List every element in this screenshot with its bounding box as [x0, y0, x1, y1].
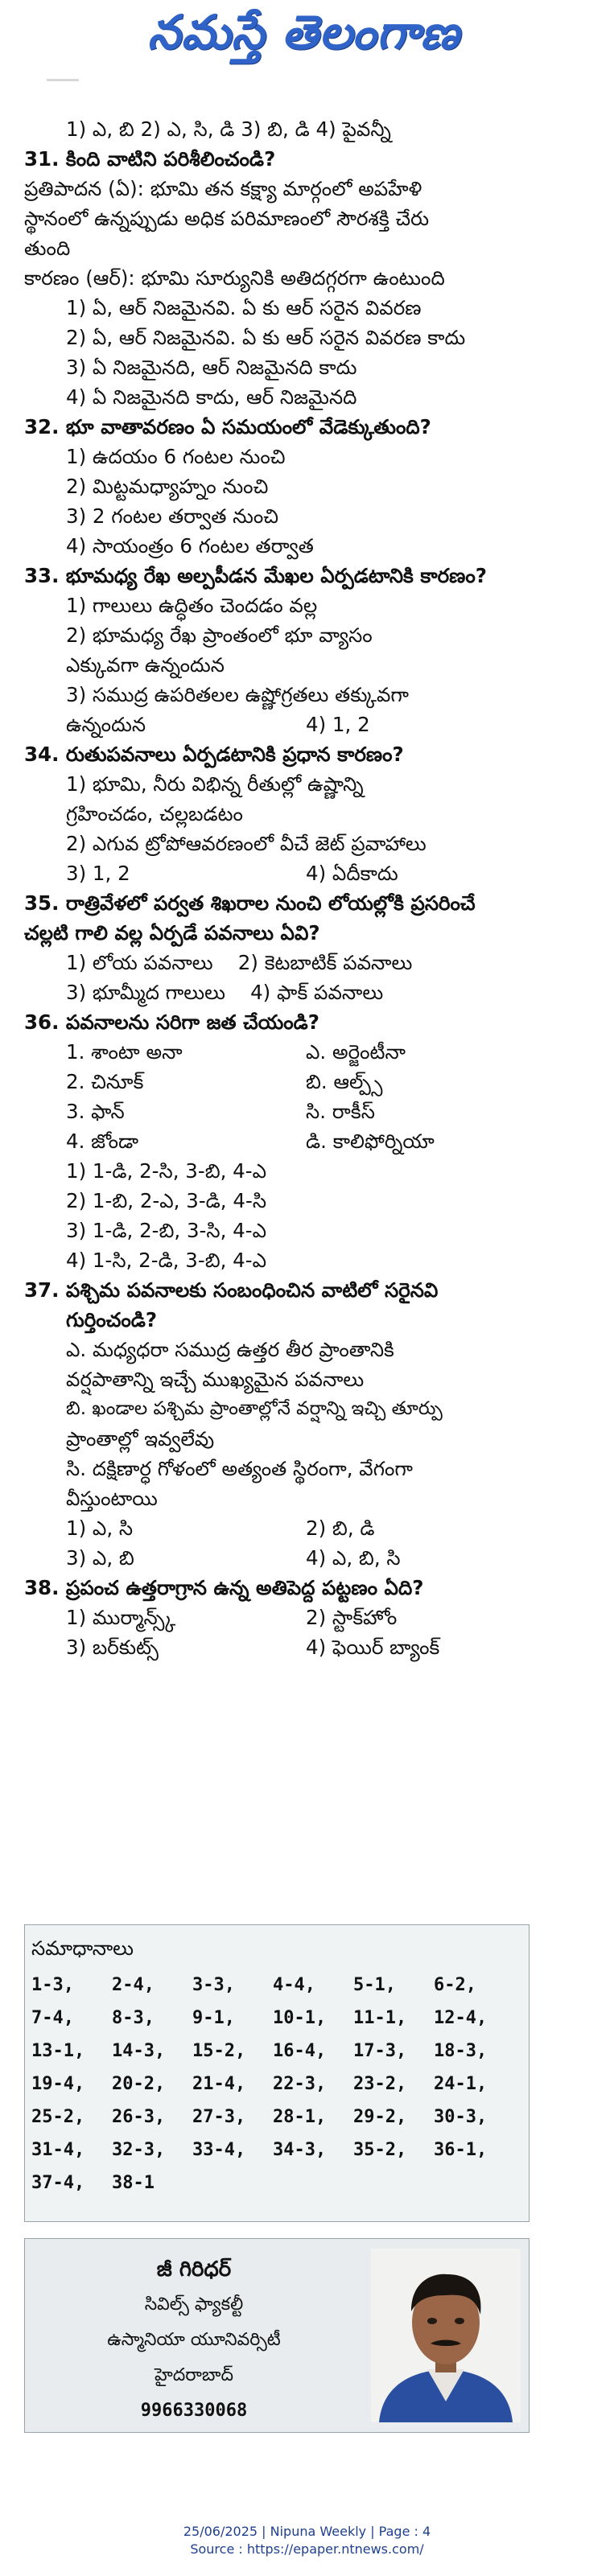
answer-item: 37-4, — [31, 2173, 85, 2193]
answer-item: 17-3, — [353, 2041, 407, 2061]
q36-option-3: 3) 1-డి, 2-బి, 3-సి, 4-ఎ — [66, 1219, 267, 1242]
q35-question-cont: చల్లటి గాలి వల్ల ఏర్పడే పవనాలు ఏవి? — [24, 921, 320, 944]
q38-option-2: 2) స్టాక్‌హోం — [306, 1606, 398, 1629]
q36-right-2: బి. ఆల్ప్స్ — [306, 1070, 383, 1093]
answer-item: 34-3, — [273, 2140, 327, 2160]
q32-option-4: 4) సాయంత్రం 6 గంటల తర్వాత — [66, 534, 314, 558]
answer-item: 15-2, — [192, 2041, 246, 2061]
q31-proposition-end: తుంది — [24, 237, 71, 260]
q31-option-4: 4) ఏ నిజమైనది కాదు, ఆర్ నిజమైనది — [66, 385, 357, 409]
answer-item: 8-3, — [112, 2008, 155, 2028]
answer-item: 29-2, — [353, 2107, 407, 2127]
footer-source-link[interactable]: Source : https://epaper.ntnews.com/ — [190, 2541, 424, 2557]
q33-option-3: 3) సముద్ర ఉపరితలల ఉష్ణోగ్రతలు తక్కువగా — [66, 683, 409, 706]
q31-proposition-cont: స్థానంలో ఉన్నప్పుడు అధిక పరిమాణంలో సౌరశక్తి చేరు — [24, 207, 430, 230]
q32-question: 32. భూ వాతావరణం ఏ సమయంలో వేడెక్కుతుంది? — [24, 415, 431, 438]
answer-item: 36-1, — [434, 2140, 488, 2160]
q34-option-3: 3) 1, 2 — [66, 862, 130, 885]
author-phone: 9966330068 — [140, 2401, 248, 2421]
q36-right-3: సి. రాకీస్ — [306, 1100, 375, 1123]
q32-option-3: 3) 2 గంటల తర్వాత నుంచి — [66, 504, 279, 528]
q36-option-4: 4) 1-సి, 2-డి, 3-బి, 4-ఎ — [66, 1249, 267, 1272]
q31-question: 31. కింది వాటిని పరిశీలించండి? — [24, 147, 276, 171]
q31-option-1: 1) ఏ, ఆర్ నిజమైనవి. ఏ కు ఆర్ సరైన వివరణ — [66, 296, 422, 319]
q37-question: 37. పశ్చిమ పవనాలకు సంబంధించిన వాటిలో సరైనవి — [24, 1278, 439, 1302]
q37-statement-a-cont: వర్షపాతాన్ని ఇచ్చే ముఖ్యమైన పవనాలు — [66, 1368, 365, 1391]
answer-item: 25-2, — [31, 2107, 85, 2127]
q36-option-2: 2) 1-బి, 2-ఎ, 3-డి, 4-సి — [66, 1189, 267, 1212]
answer-item: 5-1, — [353, 1975, 396, 1995]
author-role: సివిల్స్ ఫ్యాకల్టీ — [144, 2294, 244, 2315]
q31-option-3: 3) ఏ నిజమైనది, ఆర్ నిజమైనది కాదు — [66, 356, 357, 379]
q36-left-1: 1. శాంటా అనా — [66, 1040, 183, 1064]
q36-option-1: 1) 1-డి, 2-సి, 3-బి, 4-ఎ — [66, 1159, 267, 1183]
q35-question: 35. రాత్రివేళలో పర్వత శిఖరాల నుంచి లోయల్లోకి ప్రసరించే — [24, 891, 476, 915]
q33-option-3-cont: ఉన్నందున — [66, 713, 146, 736]
q36-right-4: డి. కాలిఫోర్నియా — [306, 1130, 435, 1153]
answer-item: 33-4, — [192, 2140, 246, 2160]
q35-option-2: 2) కెటబాటిక్ పవనాలు — [237, 951, 413, 974]
q34-option-4: 4) ఏదీకాదు — [306, 862, 398, 885]
answer-key-title: సమాధానాలు — [31, 1936, 134, 1960]
q38-question: 38. ప్రపంచ ఉత్తరాగ్రాన ఉన్న అతిపెద్ద పట్టణం ఏది? — [24, 1576, 424, 1599]
author-box — [24, 2238, 530, 2433]
answer-item: 10-1, — [273, 2008, 327, 2028]
q32-option-2: 2) మిట్టమధ్యాహ్నం నుంచి — [66, 475, 269, 498]
q31-option-2: 2) ఏ, ఆర్ నిజమైనవి. ఏ కు ఆర్ సరైన వివరణ కాదు — [66, 326, 466, 349]
author-name: జీ గిరిధర్ — [156, 2257, 232, 2282]
q33-question: 33. భూమధ్య రేఖ అల్పపీడన మేఖల ఏర్పడటానికి కారణం? — [24, 564, 487, 587]
answer-item: 2-4, — [112, 1975, 155, 1995]
answer-item: 32-3, — [112, 2140, 166, 2160]
footer-publication-line: 25/06/2025 | Nipuna Weekly | Page : 4 — [183, 2524, 431, 2539]
q38-option-row-1 — [24, 1603, 531, 1632]
answer-item: 7-4, — [31, 2008, 74, 2028]
answer-item: 21-4, — [192, 2074, 246, 2094]
q37-statement-c-cont: వీస్తుంటాయి — [66, 1487, 158, 1510]
answer-item: 6-2, — [434, 1975, 476, 1995]
q36-match-row — [24, 1067, 531, 1097]
q38-option-1: 1) ముర్మాన్స్క్ — [66, 1606, 175, 1629]
q37-option-2: 2) బి, డి — [306, 1516, 375, 1540]
q36-left-3: 3. ఫాన్ — [66, 1100, 125, 1123]
masthead-divider — [47, 79, 79, 81]
q38-option-4: 4) ఫెయిర్ బ్యాంక్ — [306, 1636, 440, 1659]
q33-option-2: 2) భూమధ్య రేఖ ప్రాంతంలో భూ వ్యాసం — [66, 623, 373, 647]
q34-option-2: 2) ఎగువ ట్రోపోఆవరణంలో వీచే జెట్ ప్రవాహాలు — [66, 832, 427, 855]
answer-item: 38-1 — [112, 2173, 155, 2193]
q37-statement-a: ఎ. మధ్యధరా సముద్ర ఉత్తర తీర ప్రాంతానికి — [66, 1338, 394, 1361]
q34-option-row — [24, 858, 531, 888]
q31-reason: కారణం (ఆర్): భూమి సూర్యునికి అతిదగ్గరగా ఉంటుంది — [24, 266, 445, 290]
q37-statement-b-cont: ప్రాంతాల్లో ఇవ్వలేవు — [66, 1427, 215, 1451]
answer-item: 23-2, — [353, 2074, 407, 2094]
q37-statement-b: బి. ఖండాల పశ్చిమ ప్రాంతాల్లోనే వర్షాన్ని ఇచ్చి తూర్పు — [66, 1398, 443, 1419]
q35-option-3: 3) భూమ్మీద గాలులు — [66, 981, 225, 1004]
answer-item: 19-4, — [31, 2074, 85, 2094]
q35-option-row-2 — [24, 977, 531, 1007]
q37-option-row-1 — [24, 1513, 531, 1543]
q34-option-1-cont: గ్రహించడం, చల్లబడటం — [66, 802, 243, 825]
answer-item: 12-4, — [434, 2008, 488, 2028]
masthead-title: నమస్తే తెలంగాణ — [147, 5, 460, 60]
q36-right-1: ఎ. అర్జెంటీనా — [306, 1040, 406, 1064]
author-organization: ఉస్మానియా యూనివర్సిటీ — [107, 2330, 281, 2350]
q34-option-1: 1) భూమి, నీరు విభిన్న రీతుల్లో ఉష్ణాన్ని — [66, 772, 364, 796]
q35-option-4: 4) ఫాక్ పవనాలు — [250, 981, 384, 1004]
q36-match-row — [24, 1097, 531, 1126]
answer-key-grid — [31, 1969, 519, 2199]
answer-item: 28-1, — [273, 2107, 327, 2127]
answer-item: 35-2, — [353, 2140, 407, 2160]
q37-option-3: 3) ఎ, బి — [66, 1546, 134, 1570]
q35-option-1: 1) లోయ పవనాలు — [66, 951, 213, 974]
q36-match-row — [24, 1126, 531, 1156]
author-details — [33, 2252, 355, 2429]
page-footer — [0, 2523, 614, 2558]
q37-statement-c: సి. దక్షిణార్ధ గోళంలో అత్యంత స్థిరంగా, వేగంగా — [66, 1457, 413, 1480]
answer-key-box — [24, 1924, 530, 2222]
q38-option-3: 3) బర్‌కుట్స్ — [66, 1636, 159, 1659]
answer-item: 20-2, — [112, 2074, 166, 2094]
author-city: హైదరాబాద్ — [155, 2365, 233, 2385]
answer-item: 11-1, — [353, 2008, 407, 2028]
q37-option-1: 1) ఎ, సి — [66, 1516, 134, 1540]
answer-item: 3-3, — [192, 1975, 235, 1995]
q33-option-1: 1) గాలులు ఉద్ధితం చెందడం వల్ల — [66, 594, 318, 617]
article-body — [24, 114, 531, 1662]
q36-left-2: 2. చినూక్ — [66, 1070, 144, 1093]
q31-proposition: ప్రతిపాదన (ఏ): భూమి తన కక్ష్యా మార్గంలో అపహేళి — [24, 177, 422, 200]
answer-item: 24-1, — [434, 2074, 488, 2094]
q33-option-4: 4) 1, 2 — [306, 713, 370, 736]
q36-left-4: 4. జోండా — [66, 1130, 139, 1153]
q33-option-2-cont: ఎక్కువగా ఉన్నందున — [66, 653, 225, 677]
answer-item: 22-3, — [273, 2074, 327, 2094]
q36-match-row — [24, 1037, 531, 1067]
answer-item: 31-4, — [31, 2140, 85, 2160]
masthead — [0, 0, 614, 74]
q37-option-row-2 — [24, 1543, 531, 1573]
q36-question: 36. పవనాలను సరిగా జత చేయండి? — [24, 1010, 320, 1034]
answer-item: 16-4, — [273, 2041, 327, 2061]
answer-item: 1-3, — [31, 1975, 74, 1995]
answer-item: 4-4, — [273, 1975, 315, 1995]
q37-question-cont: గుర్తించండి? — [66, 1308, 158, 1331]
author-photo — [371, 2249, 521, 2422]
q35-option-row-1 — [24, 948, 531, 977]
q33-option-row — [24, 710, 531, 739]
answer-item: 9-1, — [192, 2008, 235, 2028]
answer-item: 26-3, — [112, 2107, 166, 2127]
answer-item: 27-3, — [192, 2107, 246, 2127]
answer-item: 14-3, — [112, 2041, 166, 2061]
q32-option-1: 1) ఉదయం 6 గంటల నుంచి — [66, 445, 286, 468]
answer-item: 13-1, — [31, 2041, 85, 2061]
q34-question: 34. రుతుపవనాలు ఏర్పడటానికి ప్రధాన కారణం? — [24, 743, 404, 766]
q38-option-row-2 — [24, 1632, 531, 1662]
answer-item: 18-3, — [434, 2041, 488, 2061]
q37-option-4: 4) ఎ, బి, సి — [306, 1546, 401, 1570]
q30-options: 1) ఎ, బి 2) ఎ, సి, డి 3) బి, డి 4) పైవన్నీ — [66, 117, 391, 141]
answer-item: 30-3, — [434, 2107, 488, 2127]
